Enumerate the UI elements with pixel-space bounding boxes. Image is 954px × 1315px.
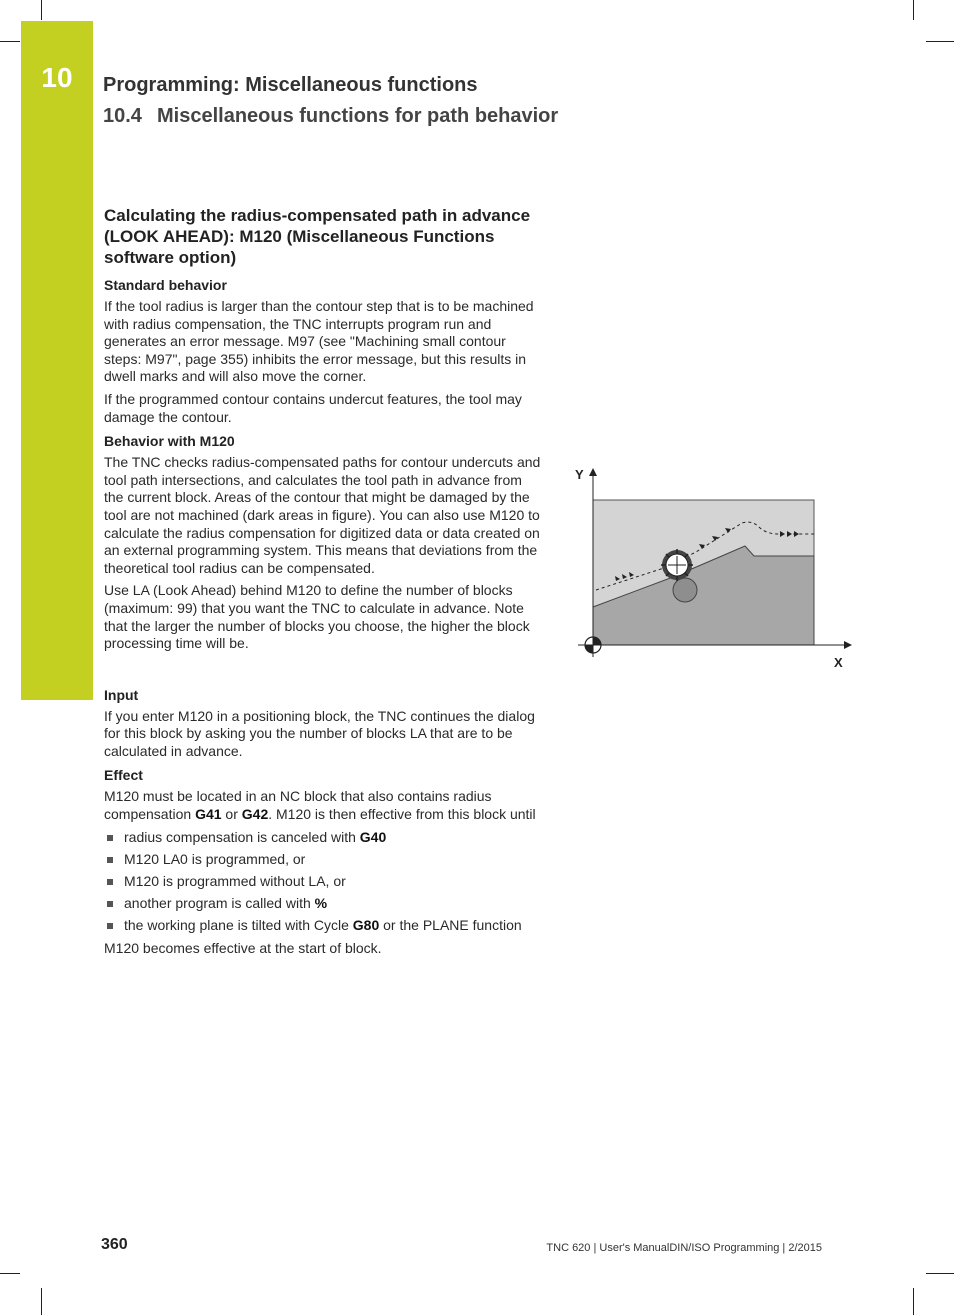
section-number: 10.4 bbox=[103, 105, 142, 127]
input-paragraph: If you enter M120 in a positioning block, the TNC continues the dialog for this block by asking you the number of blocks LA that are to be calculated in advance. bbox=[104, 707, 535, 759]
datum-icon bbox=[585, 637, 601, 653]
effect-closing: M120 becomes effective at the start of block. bbox=[104, 939, 382, 956]
list-item: the working plane is tilted with Cycle G80 or the PLANE function bbox=[104, 917, 544, 935]
effect-conditions-list bbox=[104, 829, 544, 935]
footer-text: TNC 620 | User's ManualDIN/ISO Programming | 2/2015 bbox=[546, 1242, 822, 1254]
behavior-m120-heading: Behavior with M120 bbox=[104, 433, 235, 450]
standard-behavior-heading: Standard behavior bbox=[104, 277, 227, 293]
effect-paragraph: M120 must be located in an NC block that also contains radius compensation G41 or G42. M120 is then effective from this block until bbox=[104, 788, 536, 823]
chapter-sidebar bbox=[21, 21, 93, 700]
crop-mark bbox=[41, 0, 42, 20]
list-item: radius compensation is canceled with G40 bbox=[104, 829, 544, 847]
standard-behavior-paragraph-2: If the programmed contour contains undercut features, the tool may damage the contour. bbox=[104, 390, 522, 425]
crop-mark bbox=[41, 1288, 42, 1315]
bullet-square-icon bbox=[107, 835, 113, 841]
behavior-m120-paragraph-1: The TNC checks radius-compensated paths for contour undercuts and tool path intersections, and calculates the tool path in advance from the current block. Areas of the contour that might be damaged by the tool are not machined (dark areas in figure). You can also use M120 to calculate the radius compensation for digitized data or data created on an external programming system. This means that deviations from the theoretical tool radius can be compensated. bbox=[104, 454, 541, 576]
bullet-square-icon bbox=[107, 857, 113, 863]
list-item: another program is called with % bbox=[104, 895, 544, 913]
page-number: 360 bbox=[101, 1236, 128, 1253]
effect-heading: Effect bbox=[104, 767, 143, 784]
bullet-square-icon bbox=[107, 879, 113, 885]
crop-mark bbox=[926, 41, 954, 42]
undercut-dark-area bbox=[673, 578, 697, 602]
chapter-title: Programming: Miscellaneous functions bbox=[103, 74, 478, 96]
standard-behavior-paragraph-1: If the tool radius is larger than the contour step that is to be machined with radius compensation, the TNC interrupts program run and generates an error message. M97 (see "Machining small contour steps: M97", page 355) inhibits the error message, but this results in dwell marks and will also move the corner. bbox=[104, 298, 534, 385]
chapter-number: 10 bbox=[41, 62, 73, 93]
section-heading bbox=[103, 103, 558, 129]
section-title: Miscellaneous functions for path behavior bbox=[157, 105, 559, 127]
bullet-square-icon bbox=[107, 923, 113, 929]
list-item: M120 is programmed without LA, or bbox=[104, 873, 544, 891]
y-axis-label: Y bbox=[575, 467, 584, 482]
crop-mark bbox=[913, 1288, 914, 1315]
crop-mark bbox=[0, 41, 20, 42]
crop-mark bbox=[913, 0, 914, 20]
behavior-m120-paragraph-2: Use LA (Look Ahead) behind M120 to define the number of blocks (maximum: 99) that you want the TNC to calculate in advance. Note that the larger the number of blocks you choose, the higher the block processing time will be. bbox=[104, 582, 530, 652]
list-item: M120 LA0 is programmed, or bbox=[104, 851, 544, 869]
main-content bbox=[104, 205, 544, 962]
crop-mark bbox=[926, 1273, 954, 1274]
look-ahead-figure bbox=[574, 462, 854, 677]
topic-title: Calculating the radius-compensated path in advance (LOOK AHEAD): M120 (Miscellaneous Functions software option) bbox=[104, 206, 531, 267]
bullet-square-icon bbox=[107, 901, 113, 907]
input-heading: Input bbox=[104, 686, 139, 703]
x-axis-label: X bbox=[834, 655, 843, 670]
crop-mark bbox=[0, 1273, 20, 1274]
